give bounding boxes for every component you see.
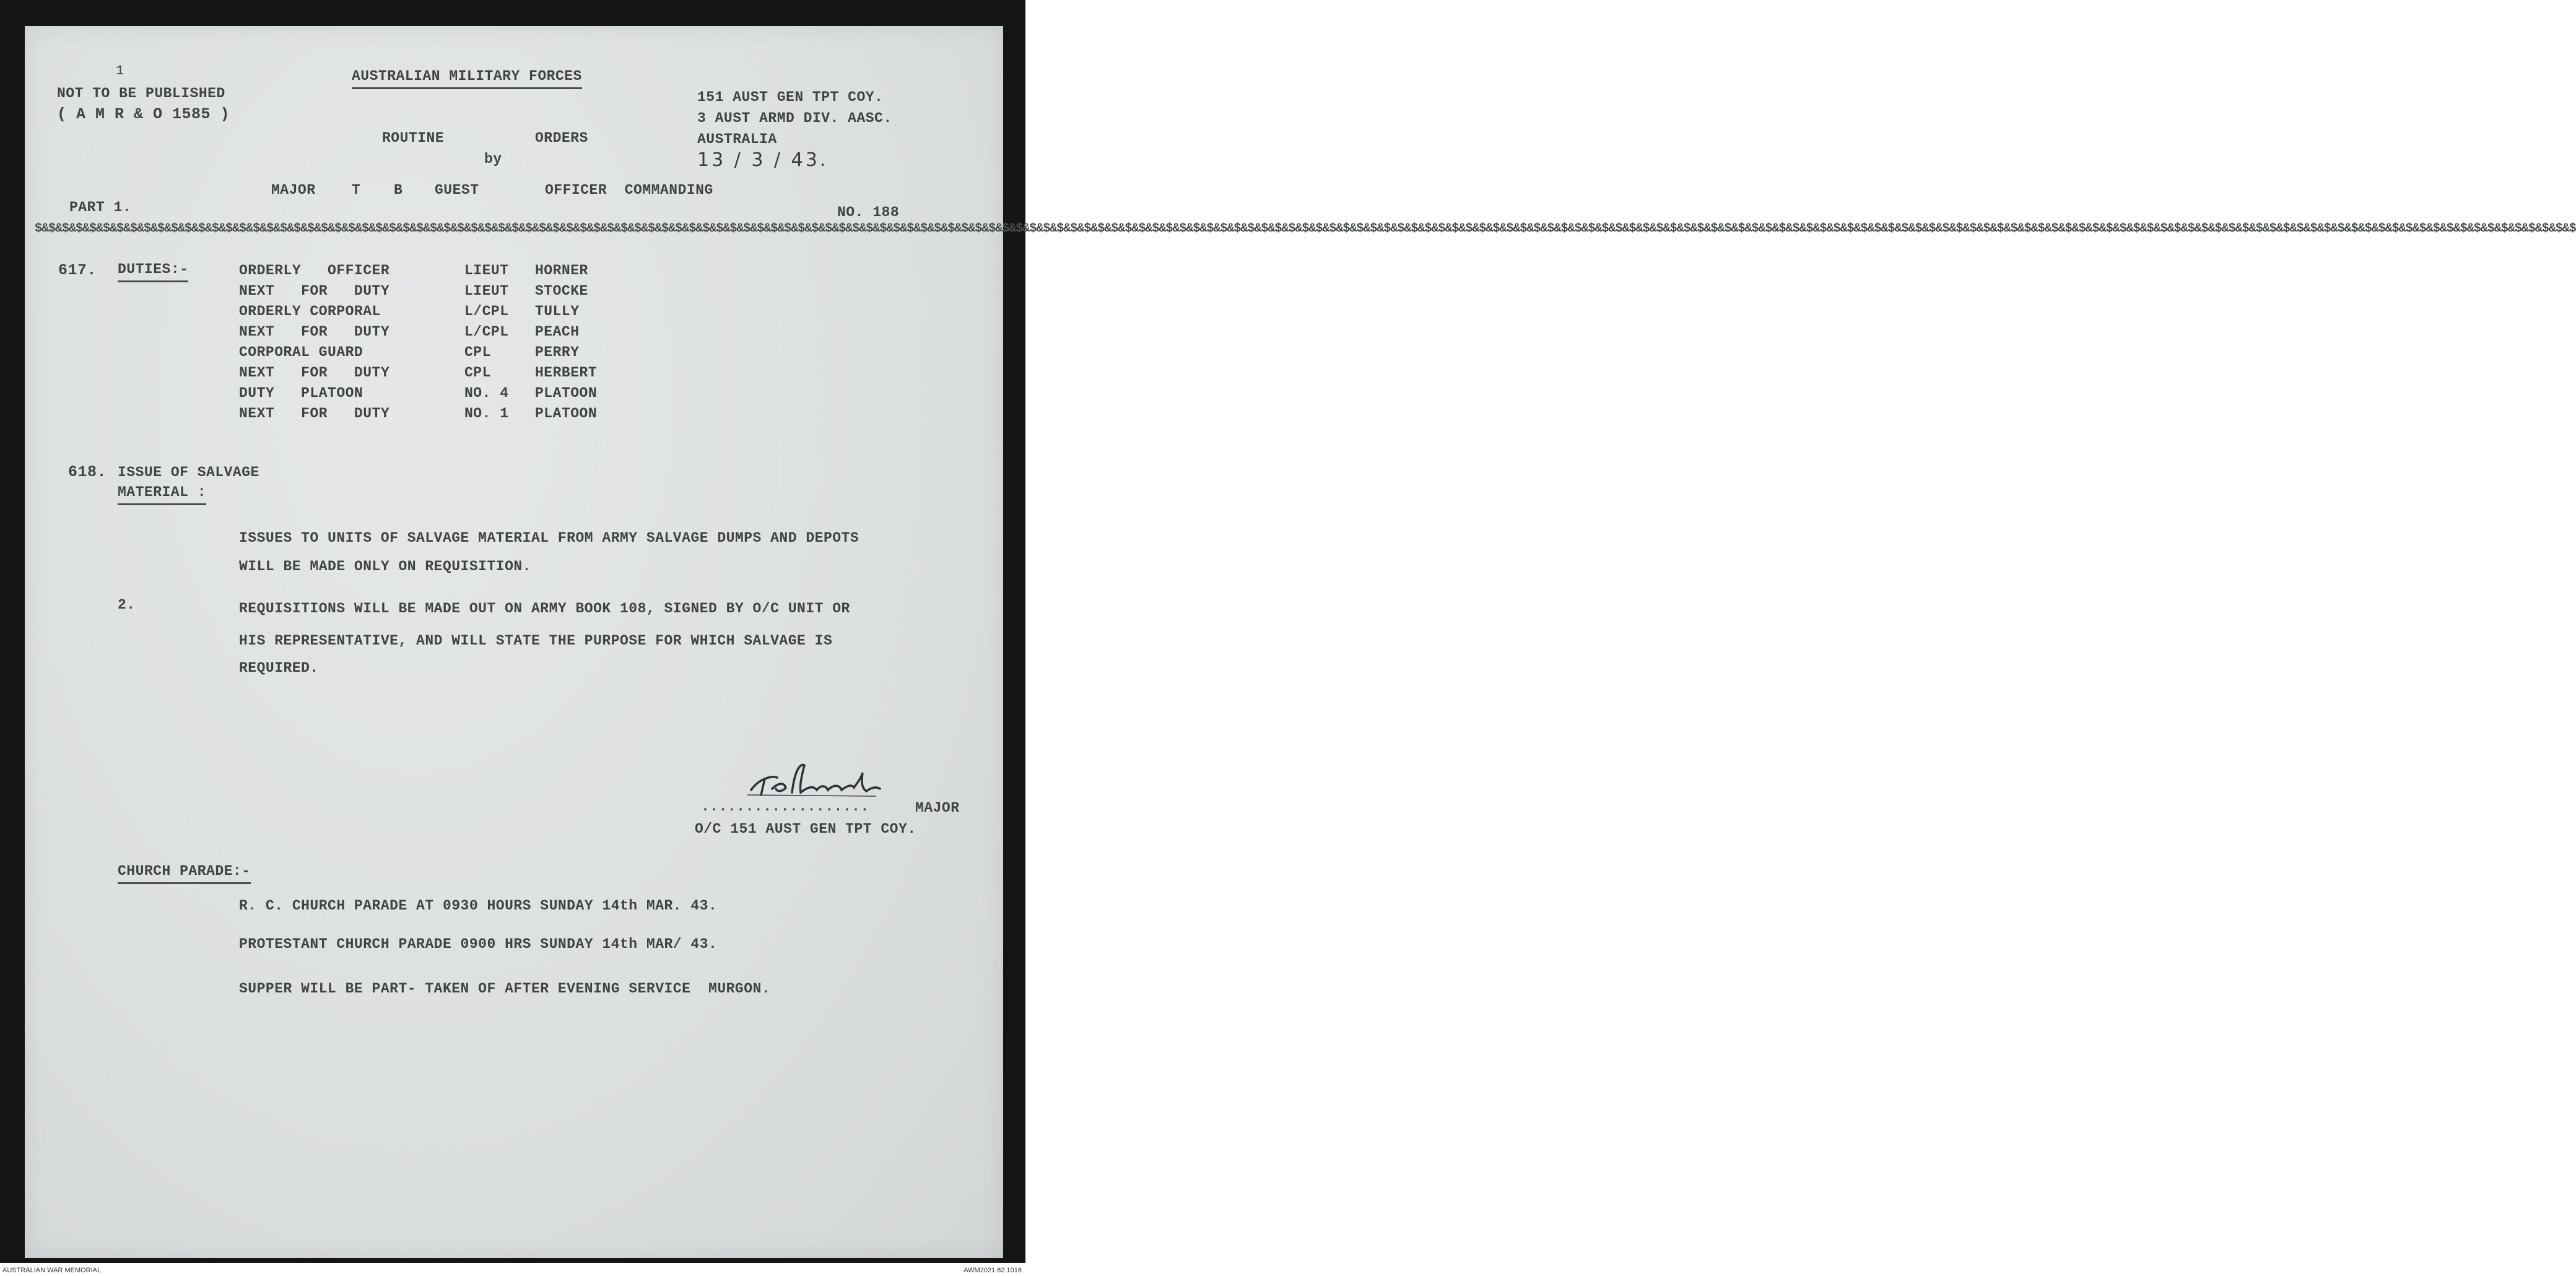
duty-name: HORNER — [535, 263, 588, 279]
order-617-number: 617. — [58, 261, 97, 279]
officer-commanding-label: OFFICER COMMANDING — [545, 182, 713, 198]
duty-role: NEXT FOR DUTY — [239, 324, 390, 340]
duty-rank: NO. 4 — [464, 385, 509, 401]
church-parade-heading: CHURCH PARADE:- — [118, 864, 251, 884]
page-mark: 1 — [116, 63, 124, 79]
order-number: NO. 188 — [837, 204, 900, 220]
duty-role: NEXT FOR DUTY — [239, 283, 390, 299]
duty-name: PLATOON — [535, 385, 598, 401]
unit-line-2: 3 AUST ARMD DIV. AASC. — [697, 110, 892, 126]
document-title: AUSTRALIAN MILITARY FORCES — [352, 69, 582, 89]
order-618-number: 618. — [68, 463, 107, 481]
duty-rank: CPL — [464, 344, 491, 360]
order-618-para-1-line-2: WILL BE MADE ONLY ON REQUISITION. — [239, 558, 531, 575]
order-618-para-2-line-2: HIS REPRESENTATIVE, AND WILL STATE THE PURPOSE FOR WHICH SALVAGE IS — [239, 633, 833, 649]
church-parade-line-2: PROTESTANT CHURCH PARADE 0900 HRS SUNDAY 14th MAR/ 43. — [239, 936, 718, 952]
duty-rank: L/CPL — [464, 324, 509, 340]
unit-line-3: AUSTRALIA — [697, 131, 777, 147]
signature-rank: MAJOR — [915, 800, 960, 816]
duty-row — [239, 407, 685, 424]
duty-rank: LIEUT — [464, 263, 509, 279]
order-date: 13 / 3 / 43. — [697, 149, 829, 171]
church-parade-line-3: SUPPER WILL BE PART- TAKEN OF AFTER EVENING SERVICE MURGON. — [239, 981, 771, 997]
duty-name: PEACH — [535, 324, 580, 340]
signature-title: O/C 151 AUST GEN TPT COY. — [695, 821, 916, 837]
reference-label: ( A M R & O 1585 ) — [57, 105, 230, 123]
order-617-heading: DUTIES:- — [118, 263, 188, 282]
duty-role: NEXT FOR DUTY — [239, 406, 390, 422]
church-parade-line-1: R. C. CHURCH PARADE AT 0930 HOURS SUNDAY 14th MAR. 43. — [239, 898, 718, 914]
restriction-label: NOT TO BE PUBLISHED — [57, 85, 225, 102]
orders-label: ORDERS — [535, 130, 588, 146]
duty-name: HERBERT — [535, 365, 598, 381]
order-618-para-2-line-3: REQUIRED. — [239, 660, 319, 676]
duty-row — [239, 305, 685, 322]
order-618-para-2-line-1: REQUISITIONS WILL BE MADE OUT ON ARMY BOOK 108, SIGNED BY O/C UNIT OR — [239, 601, 850, 617]
order-618-heading-line-2: MATERIAL : — [118, 485, 206, 505]
signature-dots: ................... — [701, 799, 869, 815]
major-label: MAJOR — [271, 182, 316, 198]
duty-rank: CPL — [464, 365, 491, 381]
duty-row — [239, 386, 685, 404]
unit-line-1: 151 AUST GEN TPT COY. — [697, 89, 884, 105]
duty-row — [239, 366, 685, 383]
duty-row — [239, 345, 685, 363]
duty-name: TULLY — [535, 303, 580, 319]
duty-role: DUTY PLATOON — [239, 385, 363, 401]
duty-row — [239, 284, 685, 302]
order-618-para-2-number: 2. — [118, 597, 136, 613]
initial-t: T — [352, 182, 361, 198]
duty-role: ORDERLY CORPORAL — [239, 303, 381, 319]
duty-rank: LIEUT — [464, 283, 509, 299]
initial-b: B — [394, 182, 403, 198]
duty-row — [239, 325, 685, 342]
routine-label: ROUTINE — [382, 130, 445, 146]
archive-credit: AUSTRALIAN WAR MEMORIAL — [2, 1267, 102, 1274]
separator-line: $&$&$&$&$&$&$&$&$&$&$&$&$&$&$&$&$&$&$&$&$&$&$&$&$&$&$&$&$&$&$&$&$&$&$&$&$&$&$&$&$&$&$&$&$&$&$&$&$&$&$&$&$&$&$&$&$&$&$&$&$&$&$&$&$&$&$&$&$&$&$&$&$&$&$&$&$&$&$&$&$&$&$&$&$&$&$&$&$&$&$&$&$&$&$&$&$&$&$&$&$&$&$&$&$&$&$&$&$&$&$&$&$&$&$&$&$&$&$&$&$&$&$&$&$&$&$&$&$&$&$&$&$&$&$&$&$&$&$&$&$&$&$&$&$&$&$&$&$&$&$&$&$&$&$&$&$&$&$&$&$&$&$&$&$&$&$&$&$&$&$&$&$&$&$&$&$&$&$&$&$&$&$&$&$&$&$ — [35, 222, 2576, 236]
duty-role: NEXT FOR DUTY — [239, 365, 390, 381]
duty-row — [239, 264, 685, 281]
officer-name: GUEST — [435, 182, 479, 198]
handwritten-signature — [740, 760, 926, 804]
duty-role: ORDERLY OFFICER — [239, 263, 390, 279]
duty-name: PLATOON — [535, 406, 598, 422]
order-618-heading-line-1: ISSUE OF SALVAGE — [118, 464, 259, 480]
duty-rank: NO. 1 — [464, 406, 509, 422]
duty-role: CORPORAL GUARD — [239, 344, 363, 360]
duty-name: PERRY — [535, 344, 580, 360]
order-618-para-1-line-1: ISSUES TO UNITS OF SALVAGE MATERIAL FROM ARMY SALVAGE DUMPS AND DEPOTS — [239, 530, 859, 546]
duty-name: STOCKE — [535, 283, 588, 299]
archive-reference: AWM2021.62.1016 — [964, 1267, 1022, 1274]
by-label: by — [484, 151, 502, 167]
part-label: PART 1. — [69, 199, 132, 215]
duty-rank: L/CPL — [464, 303, 509, 319]
